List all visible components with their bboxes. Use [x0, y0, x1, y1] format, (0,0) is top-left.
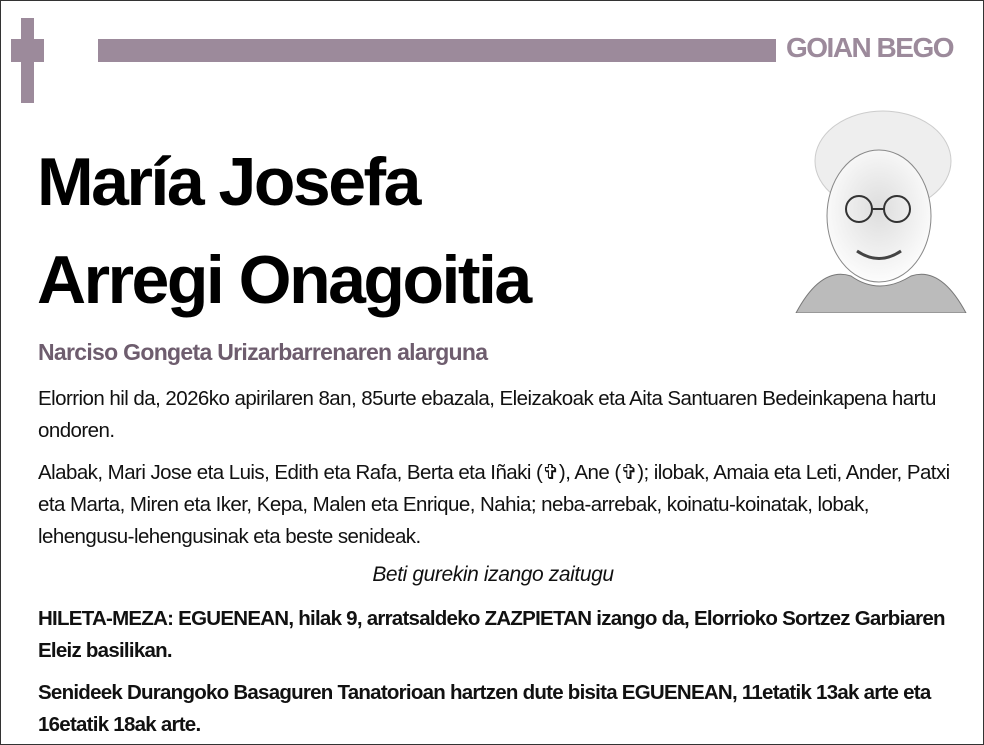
deceased-subtitle: Narciso Gongeta Urizarbarrenaren alarguna [38, 339, 488, 365]
header-bar [98, 39, 776, 62]
death-notice: Elorrion hil da, 2026ko apirilaren 8an, 85urte ebazala, Eleizakoak eta Aita Santuaren Bedeinkapena hartu ondoren. [38, 387, 936, 442]
family-list: Alabak, Mari Jose eta Luis, Edith eta Rafa, Berta eta Iñaki (✞), Ane (✞); ilobak, Amaia eta Leti, Ander, Patxi eta Marta, Miren eta Iker, Kepa, Malen eta Enrique, Nahia; neba-arrebak, koinatu-koinatak, lobak, lehengusu-lehengusinak eta beste senideak. [38, 461, 950, 548]
header-label: GOIAN BEGO [786, 32, 954, 63]
name-line-2: Arregi Onagoitia [37, 242, 530, 318]
funeral-info: HILETA-MEZA: EGUENEAN, hilak 9, arratsaldeko ZAZPIETAN izango da, Elorrioko Sortzez Garbiaren Eleiz basilikan. [38, 607, 945, 662]
deceased-name [37, 133, 530, 329]
visit-info: Senideek Durangoko Basaguren Tanatorioan hartzen dute bisita EGUENEAN, 11etatik 13ak arte eta 16etatik 18ak arte. [38, 681, 931, 736]
portrait-photo [791, 101, 969, 313]
motto: Beti gurekin izango zaitugu [372, 563, 614, 586]
name-line-1: María Josefa [37, 144, 419, 220]
